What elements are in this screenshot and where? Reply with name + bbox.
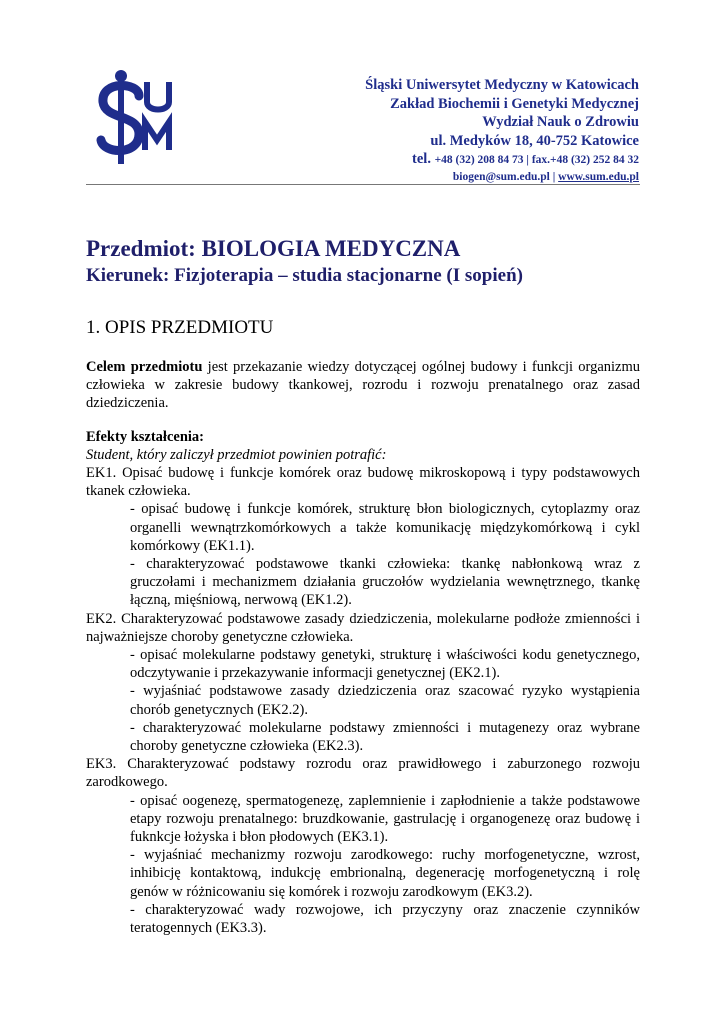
effects-heading: Efekty kształcenia: <box>86 428 204 445</box>
sum-logo-icon <box>95 68 190 168</box>
header-divider <box>86 184 640 185</box>
phone-numbers: +48 (32) 208 84 73 | fax.+48 (32) 252 84 32 <box>434 154 639 166</box>
address: ul. Medyków 18, 40-752 Katowice <box>430 132 639 149</box>
effect-ek1-2: - charakteryzować podstawowe tkanki człowieka: tkankę nabłonkową wraz z gruczołami i mechanizmem działania gruczołów wydzielania wewnętrznego, tkankę łączną, mięśniową, nerwową (EK1.2). <box>130 556 640 609</box>
effect-ek2-3: - charakteryzować molekularne podstawy zmienności i mutagenezy oraz wybrane choroby genetyczne człowieka (EK2.3). <box>130 719 640 755</box>
effect-ek2-2: - wyjaśniać podstawowe zasady dziedziczenia oraz szacować ryzyko wystąpienia chorób genetycznych (EK2.2). <box>130 683 640 718</box>
page-subtitle: Kierunek: Fizjoterapia – studia stacjonarne (I sopień) <box>86 265 523 286</box>
effect-ek1: EK1. Opisać budowę i funkcje komórek oraz budowę mikroskopową i typy podstawowych tkanek człowieka. <box>86 465 640 500</box>
email-web-line <box>365 169 639 185</box>
page-title: Przedmiot: BIOLOGIA MEDYCZNA <box>86 236 461 261</box>
university-logo <box>95 68 190 168</box>
intro-text: jest przekazanie wiedzy dotyczącej ogólnej budowy i funkcji organizmu człowieka w zakresie budowy tkankowej, rozrodu i rozwoju prenatalnego oraz zasad dziedziczenia. <box>86 359 641 412</box>
section-heading: 1. OPIS PRZEDMIOTU <box>86 317 274 338</box>
website-link[interactable]: www.sum.edu.pl <box>558 170 639 183</box>
phone-line <box>365 150 639 169</box>
department-name: Zakład Biochemii i Genetyki Medycznej <box>390 95 639 112</box>
intro-paragraph <box>86 358 640 413</box>
separator: | <box>549 170 559 183</box>
title-block <box>86 236 646 288</box>
effect-ek1-1: - opisać budowę i funkcje komórek, strukturę błon biologicznych, cytoplazmy oraz organelli wewnątrzkomórkowych a także komunikację międzykomórkową i cykl komórkowy (EK1.1). <box>130 501 640 554</box>
document-body <box>86 358 640 937</box>
tel-label: tel. <box>412 151 431 167</box>
effect-ek3-3: - charakteryzować wady rozwojowe, ich przyczyny oraz znaczenie czynników teratogennych (EK3.3). <box>130 901 640 937</box>
intro-bold: Celem przedmiotu <box>86 359 203 375</box>
faculty-name: Wydział Nauk o Zdrowiu <box>482 114 639 130</box>
effect-ek3-2: - wyjaśniać mechanizmy rozwoju zarodkowego: ruchy morfogenetyczne, wzrost, inhibicję kontaktową, indukcję embrionalną, degenerację morfogenetyczną i rolę genów w różnicowaniu się komórek i rozwoju zarodkowym (EK3.2). <box>130 847 640 900</box>
header-contact-block <box>365 76 639 185</box>
effect-ek3-1: - opisać oogenezę, spermatogenezę, zaplemnienie i zapłodnienie a także podstawowe etapy rozwoju prenatalnego: bruzdkowanie, gastrulację i organogenezę oraz budowę i fuknkcje łożyska i błon płodowych (EK3.1). <box>130 792 640 846</box>
student-line: Student, który zaliczył przedmiot powinien potrafić: <box>86 446 387 463</box>
effect-ek3: EK3. Charakteryzować podstawy rozrodu oraz prawidłowego i zaburzonego rozwoju zarodkowego. <box>86 756 640 791</box>
university-name: Śląski Uniwersytet Medyczny w Katowicach <box>365 77 639 93</box>
effect-ek2: EK2. Charakteryzować podstawowe zasady dziedziczenia, molekularne podłoże zmienności i najważniejsze choroby genetyczne człowieka. <box>86 610 640 645</box>
effect-ek2-1: - opisać molekularne podstawy genetyki, strukturę i właściwości kodu genetycznego, odczytywanie i przekazywanie informacji genetycznej (EK2.1). <box>130 647 640 682</box>
email-address: biogen@sum.edu.pl <box>452 170 550 183</box>
